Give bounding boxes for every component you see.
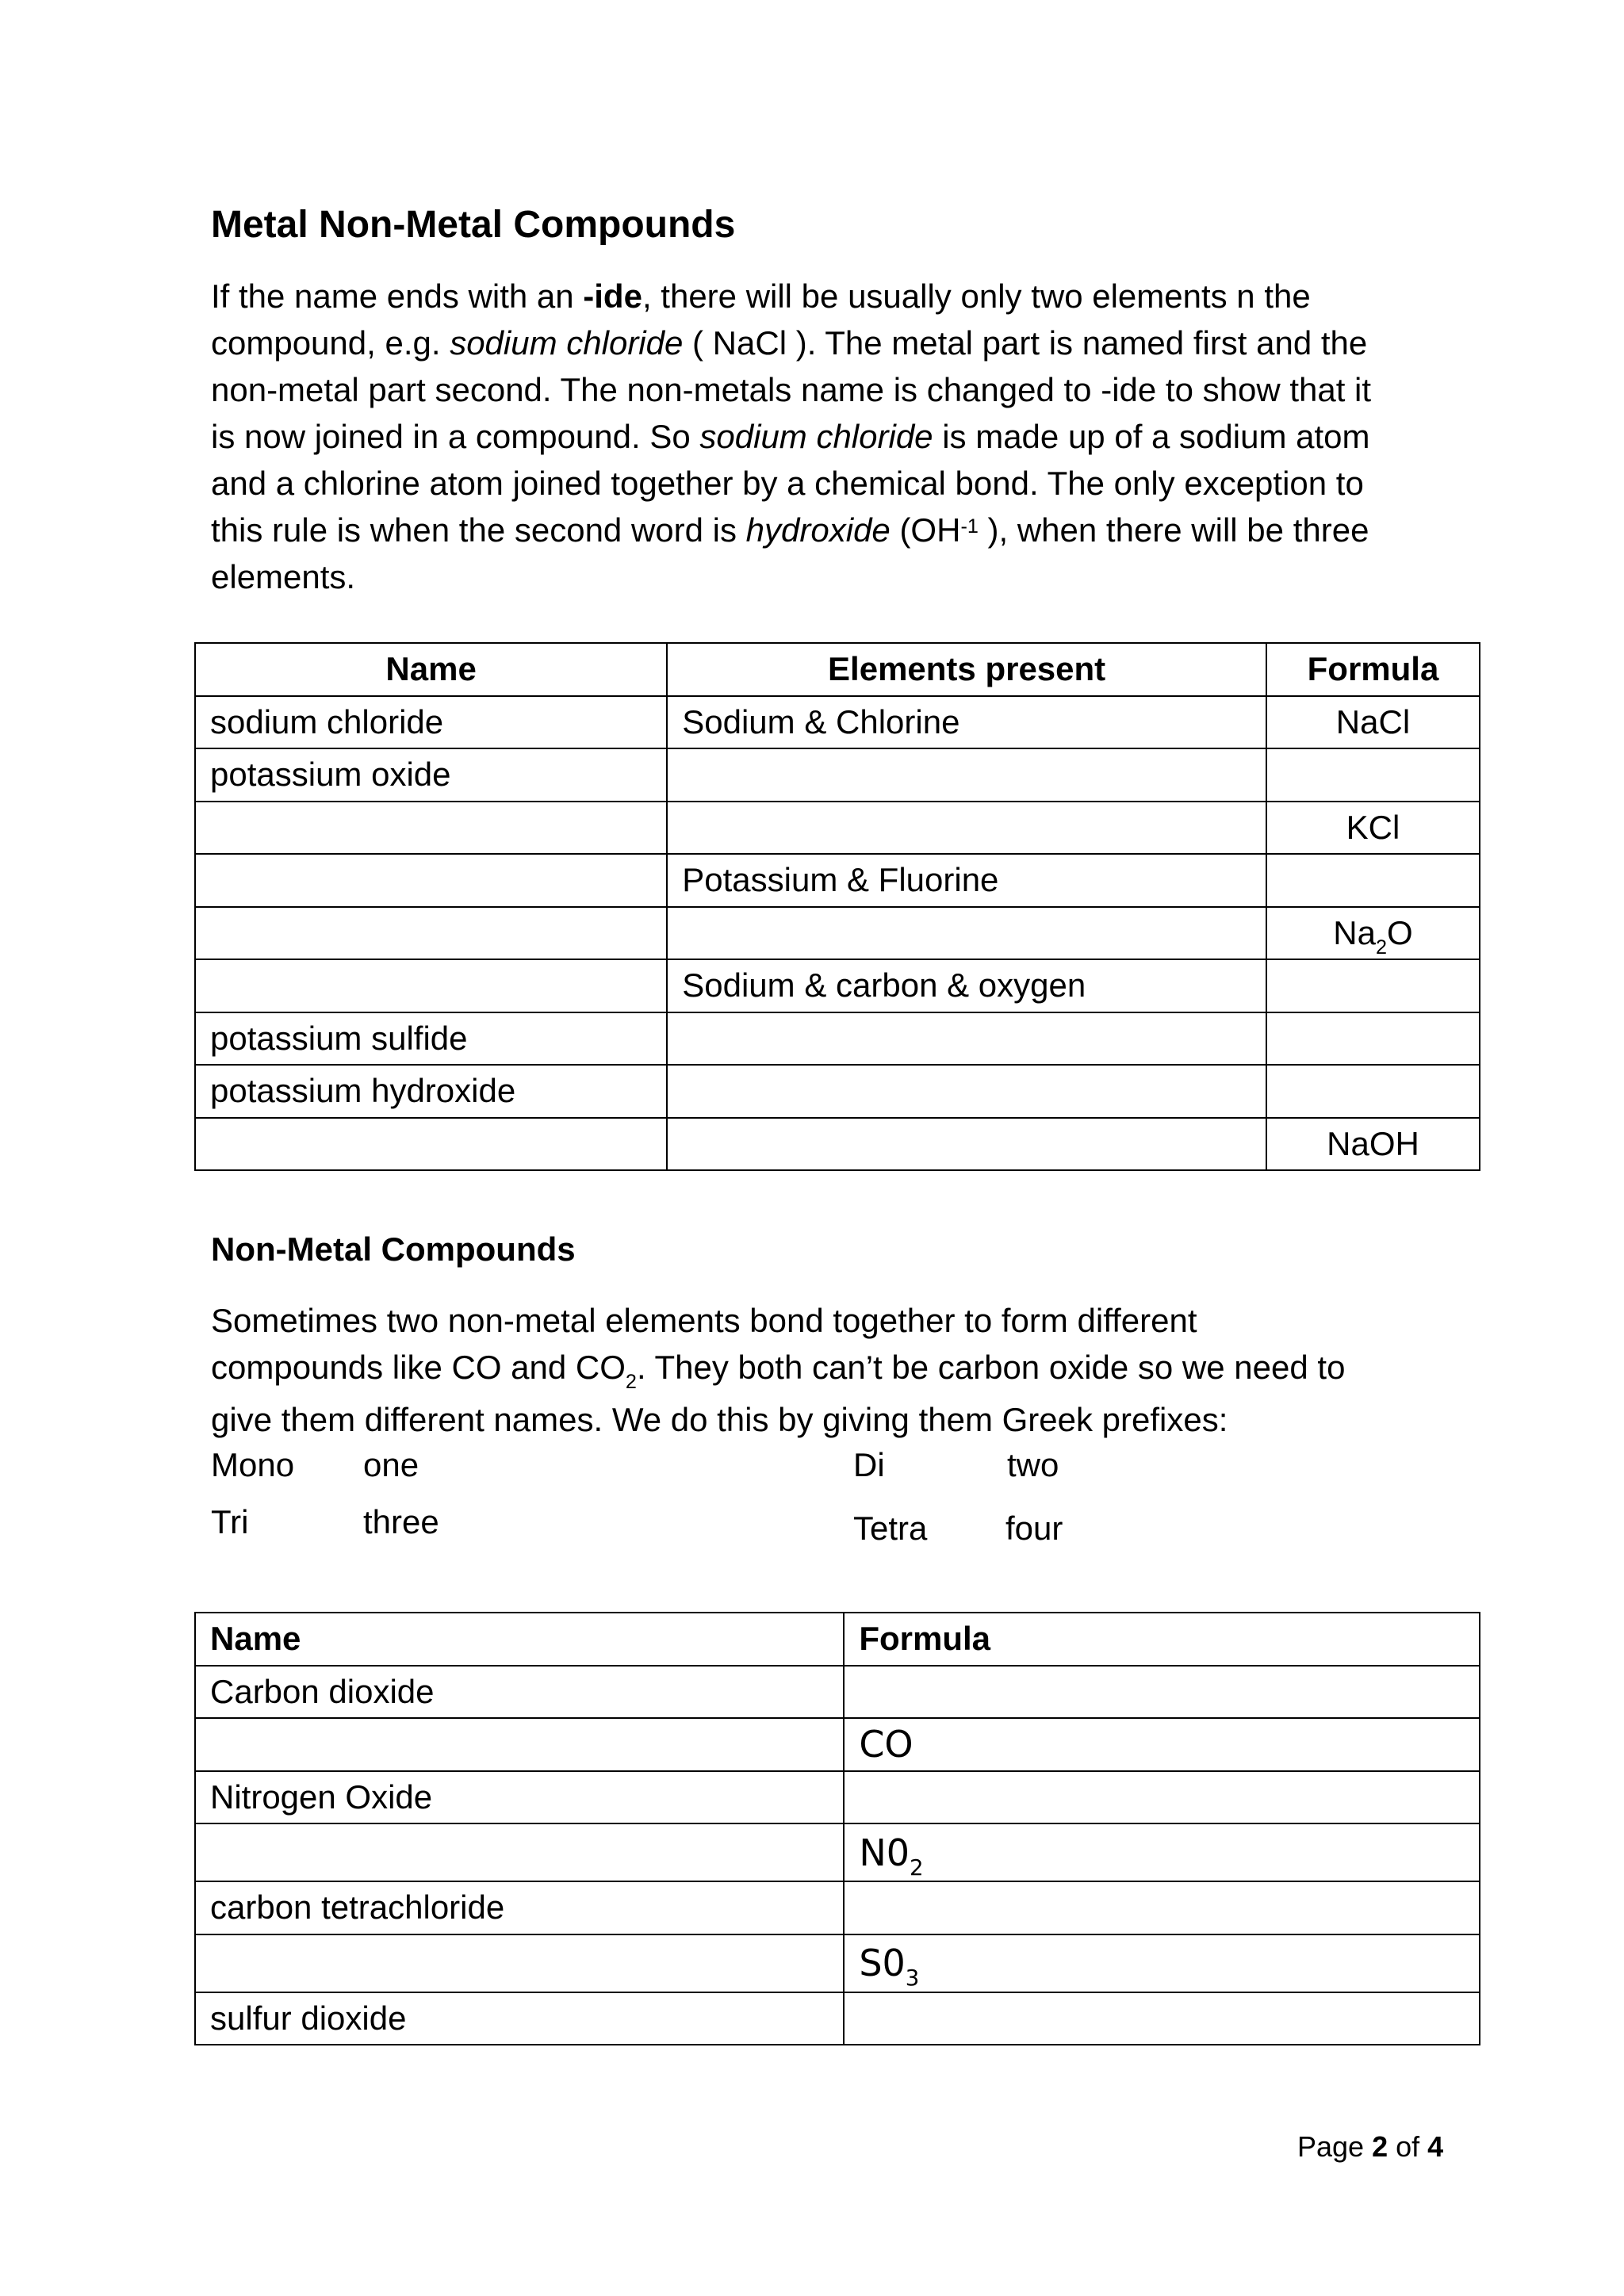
cell-elements bbox=[667, 1012, 1266, 1066]
cell-name: potassium sulfide bbox=[195, 1012, 667, 1066]
cell-name bbox=[195, 959, 667, 1012]
non-metal-compounds-table bbox=[194, 1612, 1480, 2045]
cell-name bbox=[195, 1934, 844, 1992]
metal-compounds-table bbox=[194, 642, 1480, 1171]
cell-formula bbox=[844, 1666, 1480, 1719]
table-row bbox=[195, 748, 1480, 802]
cell-formula bbox=[1266, 959, 1480, 1012]
table-row bbox=[195, 959, 1480, 1012]
cell-name bbox=[195, 1823, 844, 1881]
cell-name bbox=[195, 1118, 667, 1171]
prefix-di: Di bbox=[853, 1446, 885, 1483]
cell-elements bbox=[667, 748, 1266, 802]
cell-formula bbox=[1266, 854, 1480, 907]
cell-name bbox=[195, 907, 667, 960]
table-header-row bbox=[195, 643, 1480, 696]
table-header-row bbox=[195, 1613, 1480, 1666]
cell-formula: NaCl bbox=[1266, 696, 1480, 749]
prefix-tetra: Tetra bbox=[853, 1510, 928, 1547]
cell-name: sodium chloride bbox=[195, 696, 667, 749]
table-row bbox=[195, 1666, 1480, 1719]
cell-name bbox=[195, 802, 667, 855]
cell-formula bbox=[1266, 748, 1480, 802]
cell-name: potassium oxide bbox=[195, 748, 667, 802]
heading-metal-non-metal-compounds: Metal Non-Metal Compounds bbox=[211, 204, 736, 246]
cell-elements bbox=[667, 1118, 1266, 1171]
cell-formula: KCl bbox=[1266, 802, 1480, 855]
paragraph-line: non-metal part second. The non-metals name is changed to -ide to show that it bbox=[211, 371, 1372, 408]
table-row bbox=[195, 696, 1480, 749]
cell-name bbox=[195, 854, 667, 907]
cell-formula: $N0_2$ bbox=[844, 1823, 1480, 1881]
cell-formula bbox=[1266, 1065, 1480, 1118]
table-row bbox=[195, 1718, 1480, 1771]
page-number: Page 2 of 4 bbox=[1297, 2130, 1444, 2163]
cell-elements: Sodium & carbon & oxygen bbox=[667, 959, 1266, 1012]
table-row bbox=[195, 1771, 1480, 1824]
prefix-tri: Tri bbox=[211, 1503, 249, 1540]
table-row bbox=[195, 1881, 1480, 1934]
cell-elements: Potassium & Fluorine bbox=[667, 854, 1266, 907]
paragraph-line: is now joined in a compound. So sodium chloride is made up of a sodium atom bbox=[211, 418, 1370, 455]
paragraph-line: If the name ends with an -ide, there will be usually only two elements n the bbox=[211, 277, 1311, 315]
intro-paragraph bbox=[211, 273, 1488, 600]
cell-name: sulfur dioxide bbox=[195, 1992, 844, 2045]
cell-name: Carbon dioxide bbox=[195, 1666, 844, 1719]
prefix-tri-meaning: three bbox=[363, 1503, 439, 1540]
paragraph-line: and a chlorine atom joined together by a chemical bond. The only exception to bbox=[211, 465, 1364, 502]
prefix-mono-meaning: one bbox=[363, 1446, 419, 1483]
cell-formula: CO bbox=[844, 1718, 1480, 1771]
cell-name: Nitrogen Oxide bbox=[195, 1771, 844, 1824]
paragraph-line: compounds like CO and $CO_2$. They both can’t be carbon oxide so we need to bbox=[211, 1349, 1346, 1393]
cell-formula bbox=[1266, 1012, 1480, 1066]
cell-formula bbox=[844, 1771, 1480, 1824]
cell-formula: NaOH bbox=[1266, 1118, 1480, 1171]
paragraph-line: give them different names. We do this by giving them Greek prefixes: bbox=[211, 1401, 1228, 1438]
cell-name bbox=[195, 1718, 844, 1771]
column-header-name: Name bbox=[195, 643, 667, 696]
cell-formula: $S0_3$ bbox=[844, 1934, 1480, 1992]
paragraph-line: compound, e.g. sodium chloride ( NaCl ). The metal part is named first and the bbox=[211, 324, 1368, 362]
paragraph-line: elements. bbox=[211, 558, 356, 595]
cell-elements bbox=[667, 907, 1266, 960]
column-header-name: Name bbox=[195, 1613, 844, 1666]
table-row bbox=[195, 1992, 1480, 2045]
prefix-mono: Mono bbox=[211, 1446, 295, 1483]
paragraph-line: this rule is when the second word is hydroxide ($OH^{-1}$ ), when there will be three bbox=[211, 511, 1369, 549]
cell-name: carbon tetrachloride bbox=[195, 1881, 844, 1934]
cell-name: potassium hydroxide bbox=[195, 1065, 667, 1118]
non-metal-paragraph bbox=[211, 1297, 1488, 1443]
table-row bbox=[195, 1118, 1480, 1171]
table-row bbox=[195, 1823, 1480, 1881]
table-row bbox=[195, 1065, 1480, 1118]
cell-formula bbox=[844, 1881, 1480, 1934]
prefix-di-meaning: two bbox=[1007, 1446, 1059, 1483]
column-header-formula: Formula bbox=[844, 1613, 1480, 1666]
cell-elements bbox=[667, 1065, 1266, 1118]
table-row bbox=[195, 854, 1480, 907]
paragraph-line: Sometimes two non-metal elements bond together to form different bbox=[211, 1302, 1197, 1339]
table-row bbox=[195, 907, 1480, 960]
table-row bbox=[195, 1934, 1480, 1992]
column-header-elements: Elements present bbox=[667, 643, 1266, 696]
table-row bbox=[195, 802, 1480, 855]
heading-non-metal-compounds: Non-Metal Compounds bbox=[211, 1230, 576, 1268]
table-row bbox=[195, 1012, 1480, 1066]
prefix-tetra-meaning: four bbox=[1005, 1510, 1063, 1547]
cell-formula: $Na_2O$ bbox=[1266, 907, 1480, 960]
cell-elements bbox=[667, 802, 1266, 855]
column-header-formula: Formula bbox=[1266, 643, 1480, 696]
cell-elements: Sodium & Chlorine bbox=[667, 696, 1266, 749]
cell-formula bbox=[844, 1992, 1480, 2045]
